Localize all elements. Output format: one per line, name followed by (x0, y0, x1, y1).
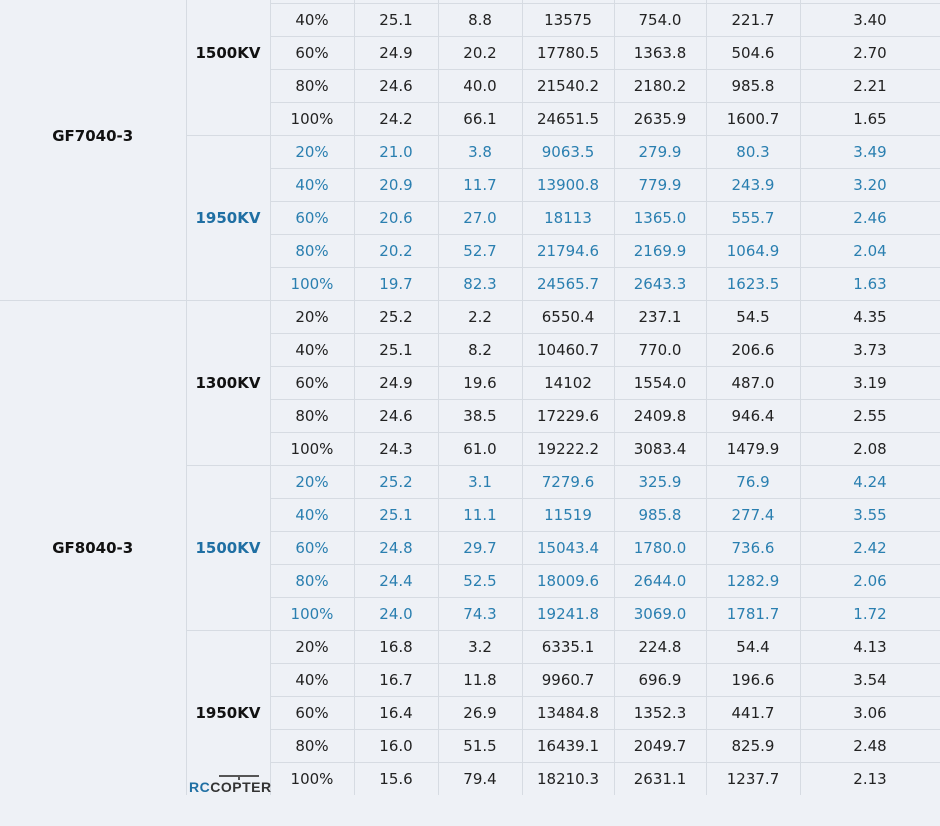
rc-copter-watermark (189, 773, 284, 797)
value-cell: 20.2 (438, 37, 522, 70)
value-cell: 3.19 (800, 367, 940, 400)
value-cell: 4.35 (800, 301, 940, 334)
value-cell: 13900.8 (522, 169, 614, 202)
value-cell: 3.8 (438, 136, 522, 169)
value-cell: 196.6 (706, 664, 800, 697)
value-cell: 10460.7 (522, 334, 614, 367)
value-cell: 21794.6 (522, 235, 614, 268)
value-cell: 206.6 (706, 334, 800, 367)
value-cell: 24565.7 (522, 268, 614, 301)
value-cell: 13484.8 (522, 697, 614, 730)
value-cell: 52.7 (438, 235, 522, 268)
value-cell: 3.40 (800, 4, 940, 37)
value-cell: 11.7 (438, 169, 522, 202)
value-cell: 2635.9 (614, 103, 706, 136)
value-cell: 754.0 (614, 4, 706, 37)
value-cell: 2.42 (800, 532, 940, 565)
value-cell: 2.21 (800, 70, 940, 103)
value-cell: 279.9 (614, 136, 706, 169)
value-cell: 2409.8 (614, 400, 706, 433)
value-cell: 100% (270, 103, 354, 136)
value-cell: 6335.1 (522, 631, 614, 664)
value-cell: 985.8 (706, 70, 800, 103)
value-cell: 52.5 (438, 565, 522, 598)
value-cell: 60% (270, 697, 354, 730)
value-cell: 80% (270, 70, 354, 103)
value-cell: 770.0 (614, 334, 706, 367)
value-cell: 24.6 (354, 70, 438, 103)
value-cell: 2.55 (800, 400, 940, 433)
value-cell: 4.24 (800, 466, 940, 499)
value-cell: 11.8 (438, 664, 522, 697)
value-cell: 2.46 (800, 202, 940, 235)
value-cell: 15.6 (354, 763, 438, 796)
value-cell: 825.9 (706, 730, 800, 763)
value-cell: 3069.0 (614, 598, 706, 631)
kv-rating-cell: 1950KV (186, 136, 270, 301)
value-cell: 504.6 (706, 37, 800, 70)
value-cell: 80% (270, 235, 354, 268)
value-cell: 9960.7 (522, 664, 614, 697)
value-cell: 1352.3 (614, 697, 706, 730)
value-cell: 16.0 (354, 730, 438, 763)
value-cell: 1781.7 (706, 598, 800, 631)
value-cell: 60% (270, 532, 354, 565)
value-cell: 1064.9 (706, 235, 800, 268)
value-cell: 1600.7 (706, 103, 800, 136)
value-cell: 19.6 (438, 367, 522, 400)
value-cell: 100% (270, 763, 354, 796)
kv-rating-cell: 1950KV (186, 631, 270, 796)
value-cell: 3.73 (800, 334, 940, 367)
value-cell: 66.1 (438, 103, 522, 136)
value-cell: 325.9 (614, 466, 706, 499)
value-cell: 487.0 (706, 367, 800, 400)
value-cell: 80.3 (706, 136, 800, 169)
value-cell: 1554.0 (614, 367, 706, 400)
value-cell: 60% (270, 367, 354, 400)
value-cell: 17229.6 (522, 400, 614, 433)
watermark-rc: RC (189, 779, 211, 795)
value-cell: 20% (270, 466, 354, 499)
value-cell: 2631.1 (614, 763, 706, 796)
value-cell: 40% (270, 169, 354, 202)
value-cell: 40% (270, 4, 354, 37)
value-cell: 74.3 (438, 598, 522, 631)
value-cell: 3083.4 (614, 433, 706, 466)
value-cell: 40% (270, 664, 354, 697)
value-cell: 221.7 (706, 4, 800, 37)
value-cell: 3.2 (438, 631, 522, 664)
value-cell: 3.54 (800, 664, 940, 697)
kv-rating-cell: 1300KV (186, 301, 270, 466)
value-cell: 2049.7 (614, 730, 706, 763)
value-cell: 1780.0 (614, 532, 706, 565)
value-cell: 1.63 (800, 268, 940, 301)
value-cell: 441.7 (706, 697, 800, 730)
value-cell: 24.2 (354, 103, 438, 136)
value-cell: 20.6 (354, 202, 438, 235)
value-cell: 224.8 (614, 631, 706, 664)
value-cell: 6550.4 (522, 301, 614, 334)
value-cell: 24.0 (354, 598, 438, 631)
watermark-copter: COPTER (210, 779, 272, 795)
value-cell: 76.9 (706, 466, 800, 499)
value-cell: 20.2 (354, 235, 438, 268)
value-cell: 1363.8 (614, 37, 706, 70)
value-cell: 18113 (522, 202, 614, 235)
value-cell: 24.3 (354, 433, 438, 466)
value-cell: 24.9 (354, 37, 438, 70)
value-cell: 2644.0 (614, 565, 706, 598)
value-cell: 2169.9 (614, 235, 706, 268)
value-cell: 19.7 (354, 268, 438, 301)
value-cell: 2643.3 (614, 268, 706, 301)
value-cell: 4.13 (800, 631, 940, 664)
value-cell: 237.1 (614, 301, 706, 334)
value-cell: 24.6 (354, 400, 438, 433)
value-cell: 21.0 (354, 136, 438, 169)
value-cell: 60% (270, 37, 354, 70)
value-cell: 80% (270, 400, 354, 433)
value-cell: 9063.5 (522, 136, 614, 169)
value-cell: 14102 (522, 367, 614, 400)
value-cell: 277.4 (706, 499, 800, 532)
table-row (0, 301, 940, 334)
value-cell: 8.8 (438, 4, 522, 37)
value-cell: 61.0 (438, 433, 522, 466)
value-cell: 20% (270, 301, 354, 334)
value-cell: 100% (270, 598, 354, 631)
model-name-cell: GF7040-3 (0, 0, 186, 301)
value-cell: 54.5 (706, 301, 800, 334)
value-cell: 779.9 (614, 169, 706, 202)
value-cell: 80% (270, 730, 354, 763)
value-cell: 1237.7 (706, 763, 800, 796)
value-cell: 20.9 (354, 169, 438, 202)
value-cell: 2.04 (800, 235, 940, 268)
value-cell: 2180.2 (614, 70, 706, 103)
value-cell: 20% (270, 136, 354, 169)
value-cell: 17780.5 (522, 37, 614, 70)
value-cell: 40% (270, 334, 354, 367)
value-cell: 1365.0 (614, 202, 706, 235)
value-cell: 24.8 (354, 532, 438, 565)
value-cell: 26.9 (438, 697, 522, 730)
value-cell: 51.5 (438, 730, 522, 763)
value-cell: 24.4 (354, 565, 438, 598)
model-name-cell: GF8040-3 (0, 301, 186, 796)
value-cell: 555.7 (706, 202, 800, 235)
value-cell: 243.9 (706, 169, 800, 202)
value-cell: 13575 (522, 4, 614, 37)
value-cell: 1282.9 (706, 565, 800, 598)
value-cell: 696.9 (614, 664, 706, 697)
value-cell: 2.70 (800, 37, 940, 70)
value-cell: 25.1 (354, 499, 438, 532)
value-cell: 29.7 (438, 532, 522, 565)
value-cell: 79.4 (438, 763, 522, 796)
value-cell: 2.13 (800, 763, 940, 796)
value-cell: 20% (270, 631, 354, 664)
value-cell: 18210.3 (522, 763, 614, 796)
value-cell: 1.72 (800, 598, 940, 631)
value-cell: 2.06 (800, 565, 940, 598)
value-cell: 11.1 (438, 499, 522, 532)
value-cell: 54.4 (706, 631, 800, 664)
value-cell: 3.49 (800, 136, 940, 169)
value-cell: 2.48 (800, 730, 940, 763)
value-cell: 1479.9 (706, 433, 800, 466)
value-cell: 16.8 (354, 631, 438, 664)
value-cell: 16439.1 (522, 730, 614, 763)
value-cell: 100% (270, 433, 354, 466)
value-cell: 16.4 (354, 697, 438, 730)
value-cell: 60% (270, 202, 354, 235)
value-cell: 100% (270, 268, 354, 301)
value-cell: 3.20 (800, 169, 940, 202)
value-cell: 18009.6 (522, 565, 614, 598)
value-cell: 11519 (522, 499, 614, 532)
value-cell: 15043.4 (522, 532, 614, 565)
value-cell: 1623.5 (706, 268, 800, 301)
value-cell: 25.1 (354, 4, 438, 37)
value-cell: 16.7 (354, 664, 438, 697)
value-cell: 40% (270, 499, 354, 532)
value-cell: 736.6 (706, 532, 800, 565)
value-cell: 985.8 (614, 499, 706, 532)
kv-rating-cell: 1500KV (186, 0, 270, 136)
value-cell: 25.2 (354, 466, 438, 499)
value-cell: 2.08 (800, 433, 940, 466)
value-cell: 82.3 (438, 268, 522, 301)
value-cell: 1.65 (800, 103, 940, 136)
value-cell: 80% (270, 565, 354, 598)
value-cell: 24.9 (354, 367, 438, 400)
value-cell: 2.2 (438, 301, 522, 334)
value-cell: 21540.2 (522, 70, 614, 103)
kv-rating-cell: 1500KV (186, 466, 270, 631)
value-cell: 19222.2 (522, 433, 614, 466)
value-cell: 19241.8 (522, 598, 614, 631)
value-cell: 7279.6 (522, 466, 614, 499)
value-cell: 40.0 (438, 70, 522, 103)
value-cell: 24651.5 (522, 103, 614, 136)
value-cell: 25.1 (354, 334, 438, 367)
value-cell: 3.55 (800, 499, 940, 532)
value-cell: 25.2 (354, 301, 438, 334)
value-cell: 38.5 (438, 400, 522, 433)
value-cell: 946.4 (706, 400, 800, 433)
value-cell: 3.06 (800, 697, 940, 730)
value-cell: 27.0 (438, 202, 522, 235)
value-cell: 8.2 (438, 334, 522, 367)
value-cell: 3.1 (438, 466, 522, 499)
